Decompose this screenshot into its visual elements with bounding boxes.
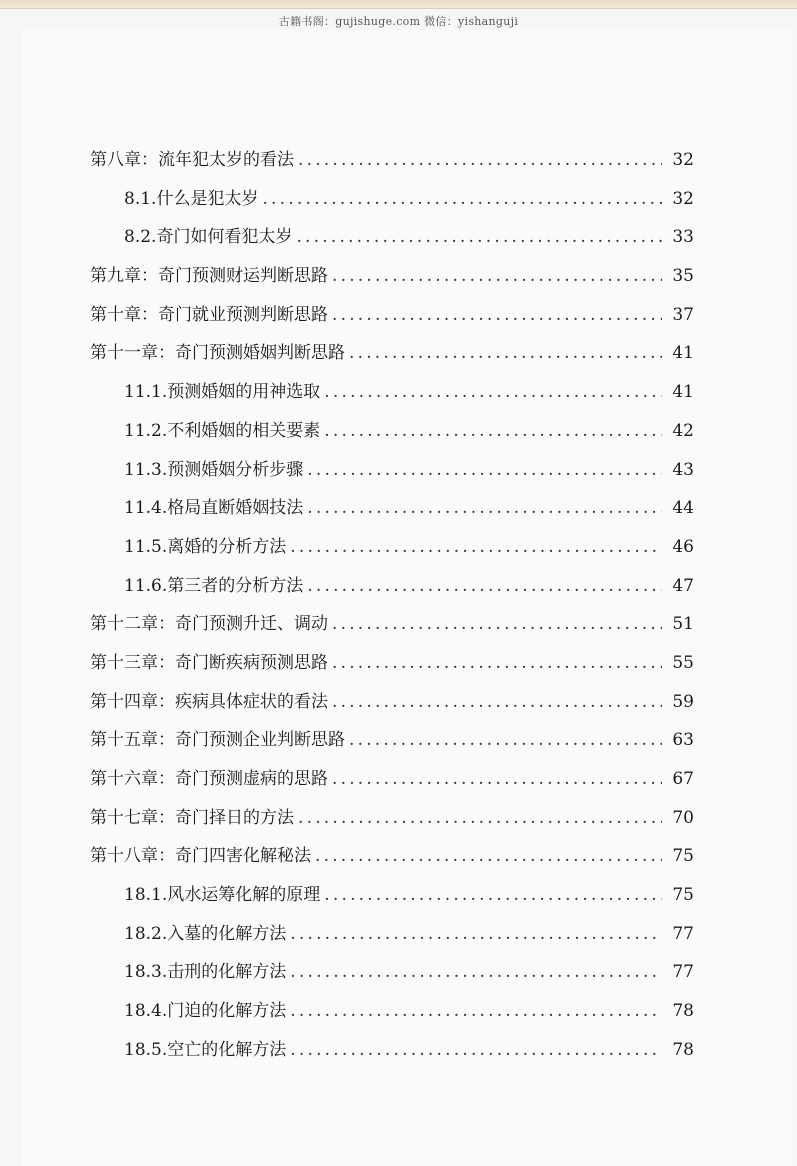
toc-entry-title: 11.1.预测婚姻的用神选取 bbox=[124, 382, 321, 403]
toc-page-number: 55 bbox=[672, 652, 694, 673]
toc-entry-title: 第十七章：奇门择日的方法 bbox=[90, 807, 294, 828]
toc-page-number: 78 bbox=[672, 1001, 694, 1022]
page-header: 古籍书阁：gujishuge.com 微信：yishanguji bbox=[278, 15, 519, 28]
toc-entry-title: 8.1.什么是犯太岁 bbox=[124, 188, 259, 209]
toc-page-number: 47 bbox=[672, 575, 694, 596]
toc-entry-title: 第十六章：奇门预测虚病的思路 bbox=[90, 769, 328, 789]
toc-chapter-entry[interactable] bbox=[90, 648, 694, 687]
toc-dot-leader bbox=[290, 962, 662, 982]
toc-entry-title: 18.5.空亡的化解方法 bbox=[124, 1039, 287, 1060]
toc-dot-leader bbox=[332, 692, 662, 712]
toc-section-entry[interactable] bbox=[90, 532, 694, 571]
toc-page-number: 75 bbox=[672, 885, 694, 906]
toc-section-entry[interactable] bbox=[90, 1035, 694, 1074]
toc-section-entry[interactable] bbox=[90, 919, 694, 958]
toc-entry-title: 第十四章：疾病具体症状的看法 bbox=[90, 691, 328, 712]
toc-page-number: 59 bbox=[672, 691, 694, 712]
toc-dot-leader bbox=[290, 537, 662, 557]
toc-dot-leader bbox=[349, 343, 662, 363]
toc-entry-title: 11.3.预测婚姻分析步骤 bbox=[124, 459, 304, 480]
toc-page-number: 42 bbox=[672, 420, 694, 441]
toc-chapter-entry[interactable] bbox=[90, 338, 694, 377]
toc-section-entry[interactable] bbox=[90, 377, 694, 416]
toc-dot-leader bbox=[290, 1001, 662, 1021]
toc-dot-leader bbox=[290, 924, 662, 944]
toc-page-number: 77 bbox=[672, 923, 694, 944]
toc-page-number: 70 bbox=[672, 807, 694, 828]
toc-section-entry[interactable] bbox=[90, 222, 694, 261]
toc-dot-leader bbox=[324, 421, 662, 441]
toc-entry-title: 18.2.入墓的化解方法 bbox=[124, 923, 287, 944]
toc-page-number: 37 bbox=[672, 304, 694, 325]
toc-entry-title: 第十章：奇门就业预测判断思路 bbox=[90, 304, 328, 325]
toc-chapter-entry[interactable] bbox=[90, 687, 694, 726]
toc-entry-title: 11.5.离婚的分析方法 bbox=[124, 536, 287, 557]
toc-page-number: 44 bbox=[672, 498, 694, 519]
toc-dot-leader bbox=[296, 227, 662, 247]
toc-entry-title: 第十三章：奇门断疾病预测思路 bbox=[90, 652, 328, 673]
toc-entry-title: 第十二章：奇门预测升迁、调动 bbox=[90, 614, 328, 635]
toc-section-entry[interactable] bbox=[90, 880, 694, 919]
toc-chapter-entry[interactable] bbox=[90, 764, 694, 803]
toc-dot-leader bbox=[307, 498, 662, 518]
toc-entry-title: 第十八章：奇门四害化解秘法 bbox=[90, 846, 311, 867]
toc-page-number: 35 bbox=[672, 266, 694, 287]
toc-page-number: 67 bbox=[672, 769, 694, 789]
toc-section-entry[interactable] bbox=[90, 996, 694, 1035]
toc-section-entry[interactable] bbox=[90, 957, 694, 996]
toc-section-entry[interactable] bbox=[90, 416, 694, 455]
toc-entry-title: 第十五章：奇门预测企业判断思路 bbox=[90, 730, 345, 751]
toc-page-number: 51 bbox=[672, 614, 694, 635]
toc-page-number: 77 bbox=[672, 962, 694, 983]
toc-dot-leader bbox=[324, 382, 662, 402]
toc-dot-leader bbox=[349, 730, 662, 750]
toc-entry-title: 11.2.不利婚姻的相关要素 bbox=[124, 420, 321, 441]
toc-chapter-entry[interactable] bbox=[90, 725, 694, 764]
toc-page-number: 43 bbox=[672, 459, 694, 480]
toc-entry-title: 11.6.第三者的分析方法 bbox=[124, 575, 304, 596]
toc-entry-title: 8.2.奇门如何看犯太岁 bbox=[124, 227, 293, 248]
toc-chapter-entry[interactable] bbox=[90, 803, 694, 842]
toc-page-number: 63 bbox=[672, 730, 694, 751]
toc-section-entry[interactable] bbox=[90, 571, 694, 610]
toc-dot-leader bbox=[307, 576, 662, 596]
toc-entry-title: 第十一章：奇门预测婚姻判断思路 bbox=[90, 343, 345, 364]
toc-page-number: 41 bbox=[672, 382, 694, 403]
toc-chapter-entry[interactable] bbox=[90, 841, 694, 880]
toc-dot-leader bbox=[298, 808, 662, 828]
toc-dot-leader bbox=[290, 1040, 662, 1060]
toc-page-number: 78 bbox=[672, 1039, 694, 1060]
toc-dot-leader bbox=[332, 266, 662, 286]
toc-dot-leader bbox=[332, 614, 662, 634]
toc-dot-leader bbox=[332, 769, 662, 789]
table-of-contents bbox=[90, 145, 694, 1074]
toc-dot-leader bbox=[298, 150, 662, 170]
toc-entry-title: 18.1.风水运筹化解的原理 bbox=[124, 885, 321, 906]
toc-dot-leader bbox=[324, 885, 662, 905]
toc-dot-leader bbox=[332, 305, 662, 325]
toc-section-entry[interactable] bbox=[90, 184, 694, 223]
toc-dot-leader bbox=[315, 846, 662, 866]
toc-dot-leader bbox=[307, 460, 662, 480]
toc-dot-leader bbox=[332, 653, 662, 673]
top-border bbox=[0, 0, 797, 9]
toc-chapter-entry[interactable] bbox=[90, 609, 694, 648]
toc-entry-title: 18.3.击刑的化解方法 bbox=[124, 962, 287, 983]
toc-page-number: 41 bbox=[672, 343, 694, 364]
toc-chapter-entry[interactable] bbox=[90, 300, 694, 339]
toc-chapter-entry[interactable] bbox=[90, 145, 694, 184]
toc-page-number: 46 bbox=[672, 536, 694, 557]
toc-chapter-entry[interactable] bbox=[90, 261, 694, 300]
toc-dot-leader bbox=[262, 189, 662, 209]
toc-entry-title: 11.4.格局直断婚姻技法 bbox=[124, 498, 304, 519]
toc-entry-title: 18.4.门迫的化解方法 bbox=[124, 1001, 287, 1022]
toc-page-number: 32 bbox=[672, 150, 694, 170]
toc-section-entry[interactable] bbox=[90, 455, 694, 494]
toc-entry-title: 第八章：流年犯太岁的看法 bbox=[90, 150, 294, 170]
toc-page-number: 33 bbox=[672, 227, 694, 248]
toc-entry-title: 第九章：奇门预测财运判断思路 bbox=[90, 266, 328, 287]
toc-page-number: 75 bbox=[672, 846, 694, 867]
toc-section-entry[interactable] bbox=[90, 493, 694, 532]
toc-page-number: 32 bbox=[672, 188, 694, 209]
